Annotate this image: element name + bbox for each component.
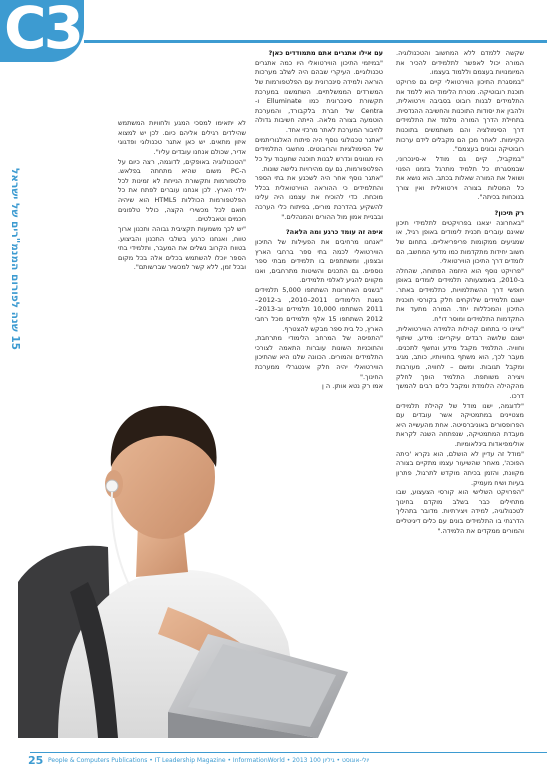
article-column-left	[118, 119, 246, 364]
paragraph: "במסגרת התיכון הווירטואלי קיים גם פרויקט תוכנת רובוטיקה. מטרת הלימוד הוא ללמד את התלמידים לבנות רובוט בסביבה וירטואלית, ולהבין את יסודות התוכנות והחשיבה ההנדסית. בתחילת הדרך המורה מלמד את התלמידים דרך הסימולציה והם משתמשים בתוכנות הקיימות. לאחר מכן הם מקבלים לידם ערכות רובוטיקה ובונים בעצמם".	[396, 77, 524, 154]
footer-publication-line: People & Computers Publications • IT Leadership Magazine • InformationWorld • 2013 יולי-אוגוסט • גיליון 100	[48, 757, 370, 764]
paragraph: "אתגר טכנולוגי נוסף היה פיתוח האלגוריתמים של הסימולציות והרובוטים. מחשבי התלמידים היו מגוונים ונדרש לבנות תוכנה שתעבוד על כל הפלטפורמות, גם עם מהירויות גלישה שונות.	[255, 135, 383, 173]
paragraph: "אנחנו מרחיבים את הפעילות של התיכון הווירטואלי לכמה בתי ספר ברחבי הארץ ובצפון, ומשתתפים בו תלמידים מבתי ספר נוספים. גם התכנים והשיטות מתרחבים, ואנו מקווים להגיע לאלפי תלמידים.	[255, 237, 383, 285]
paragraph: "באחרונה יצאנו בפרויקטים לתלמידי תיכון שאינם עוברים תכנית לימודים באופן רגיל, או שמגיעים ממקומות פריפריאליים. בתחום של חשוב יחידות מתקדמות כמו מדעי המחשב, הם לומדים דרך התיכון הווירטואלי.	[396, 218, 524, 266]
side-running-title: 15 שנה לפורום המנמ"רים של ישראל	[9, 168, 21, 350]
logo-text: C3	[4, 0, 81, 62]
photo-illustration	[18, 372, 358, 738]
paragraph: "בשנים האחרונות השתתפו 5,000 תלמידים בשנת הלימודים 2011–2010, ב-2012–2011 השתתפו 10,000 תלמידים וב-2013–2012 השתתפו 15 אלף תלמידים מכל רחבי הארץ, כל בית ספר מבקש להצטרף.	[255, 286, 383, 333]
paragraph: "מודל זה עדיין לא הושלם, הוא נקרא 'כיתה הפוכה', מאחר שהשיעור עצמו מתקיים בצורה מקוונת, והזמן בכיתה מוקדש לתרגול, פתרון בעיות ושיח מעמיק.	[396, 449, 524, 487]
footer-rule	[30, 752, 547, 753]
paragraph: "הפרויקט השלישי הוא קורסי הצעצוע, שבו מתחילים כבר בשלב מוקדם בחינוך לטכנולוגיה, למידה ויצירתיות. מדובר בתהליך הדרגתי בו התלמידים בונים עם כלים דיגיטליים והמורים ממקדים את הלמידה."	[396, 488, 524, 535]
paragraph: "במקביל, קיים גם מודל א-סינכרוני, שבמסגרתו כל תלמיד מתרגל בזמנו הפנוי ושואל את המורה שאלות בכתב. הוא נושא את כל המטלות בצורה וירטואלית ואין צורך בנוכחות בכיתה".	[396, 154, 524, 202]
question-heading: רק תיכון?	[494, 209, 524, 217]
paragraph: "לדוגמה, ישנו מודל של קהילת תלמידים מצטיינים במתמטיקה אשר עובדים עם הפרופסורים באוניברסיטה. אחת מהעשייה היא מעבדת המתמטיקה, שנפתחה השנה לקראת אולימפיאדות בינלאומיות.	[396, 401, 524, 448]
question-heading: איפה זה עומד כרגע ומה הלאה?	[285, 228, 383, 237]
page-footer	[0, 752, 547, 774]
paragraph: "יש לכך משמעות תקציבית גבוהה ותכנון ארוך טווח, ואנחנו כרגע בשלבי התכנון והביצוע. בטווח הקרוב נשלים את המעבר, ותלמידי בתי הספר יוכלו להשתמש בכלים אלה בכל מקום ובכל זמן, ללא קשר למכשיר שברשותם".	[118, 224, 246, 272]
c3-logo	[0, 0, 84, 62]
student-laptop-photo	[18, 372, 358, 738]
paragraph: "הטכנולוגיה באופקים, לדוגמה, רצה כיום על ה-PC משום שהיא מתחתה בפלאש. פלטפורמות ותקשורת הנייחת לא זמינות לכל ילדי הארץ. לכן אנחנו עוברים לפתח את כל הפלטפורמות הכוללות HTML5 הוא שיהיה תואם לכל מכשירי הקצה, כולל טלפונים חכמים וטאבלטים.	[118, 157, 246, 224]
paragraph: "התפיסה של המרחב הלימודי מתרחבת, והתוכניות השונות עוברות התאמה לצורכי התלמידים והמורים. הכוונה שלנו היא שהתיכון הווירטואלי יהיה חלק אינטגרלי ממערכת החינוך."	[255, 334, 383, 381]
paragraph: "במיזמי התיכון הווירטואלי היו כמה אתגרים טכנולוגיים. העיקרי שבהם היה לשלב מערכות הוראה ולמידה סינכרונית עם הפלטפורמות של המשרדים הממשלתיים. השתמשנו במערכת תקשורת סינכרונית כמו Elluminate ו-Centra של חברת בלקבורד, והמערכת הוטמעה בצורה מלאה. הייתה חשיבות גדולה לחיבור המערכת לאתר מרכזי אחד.	[255, 58, 383, 134]
paragraph: לא יתאימו למסכי המגע ולחוויות המשתמש שהילדים רגילים אליהם כיום. לכן יש למצוא איזון מתאים. יש כאן אתגר טכנולוגי ופדגוגי אדיר, שכולם אנחנו עובדים עליו".	[118, 119, 246, 156]
question-heading: עם אילו אתגרים אתם מתמודדים כאן?	[268, 49, 383, 57]
paragraph: "ציינו כי בתחום קהילות הלמידה הווירטואלית, ישנם שלושה רבדים עיקריים: מידע, שיתוף וחוויה. התלמיד מקבל מידע ונחשף לתכנים. מעבר לכך, הוא משתף בחוויותיו, כותב, מגיב ומקבל תגובות. ומשם – לחוויה, מעורבות ויצירה משותפת. התלמיד הופך לחלק מהקהילה הלומדת ומקבל כלים רבים להמשך דרכו.	[396, 324, 524, 400]
header-rule	[84, 40, 547, 43]
page-number: 25	[28, 754, 44, 767]
paragraph: אמו רק נטא אותן. ה ן	[322, 382, 383, 391]
paragraph: "אתגר נוסף אחר היה לשכנע את בתי הספר והתלמידים כי ההוראה הווירטואלית בכלל מוכחת. כדי להוכיח את עצמנו היה עלינו להשקיע בהדרכת מורים, בפיתוח כלי הערכה ובבניית אמון מול ההורים והמנהלים."	[255, 174, 383, 221]
paragraph: שקשה ללמדם ללא המחשוב והטכנולוגיה. המורה יכול לאפשר לתלמידים להכיר את המיומנויות בעצמם וללמוד בעצמו.	[396, 49, 524, 77]
article-column-right	[396, 49, 524, 739]
paragraph: "פרויקט נוסף הוא היוזמה הפתוחה, שהחלה ב-2010, באמצעותה תלמידים לומדים באופן חופשי דרך ההשתלמויות, כתלמידים באתר. ישנם תלמידים שלוקחים חלק בקורסי תוכנית התיכון והמכללות יחד. המורה מתעד את התקדמות התלמידים ומוסר דו"ח.	[396, 266, 524, 323]
